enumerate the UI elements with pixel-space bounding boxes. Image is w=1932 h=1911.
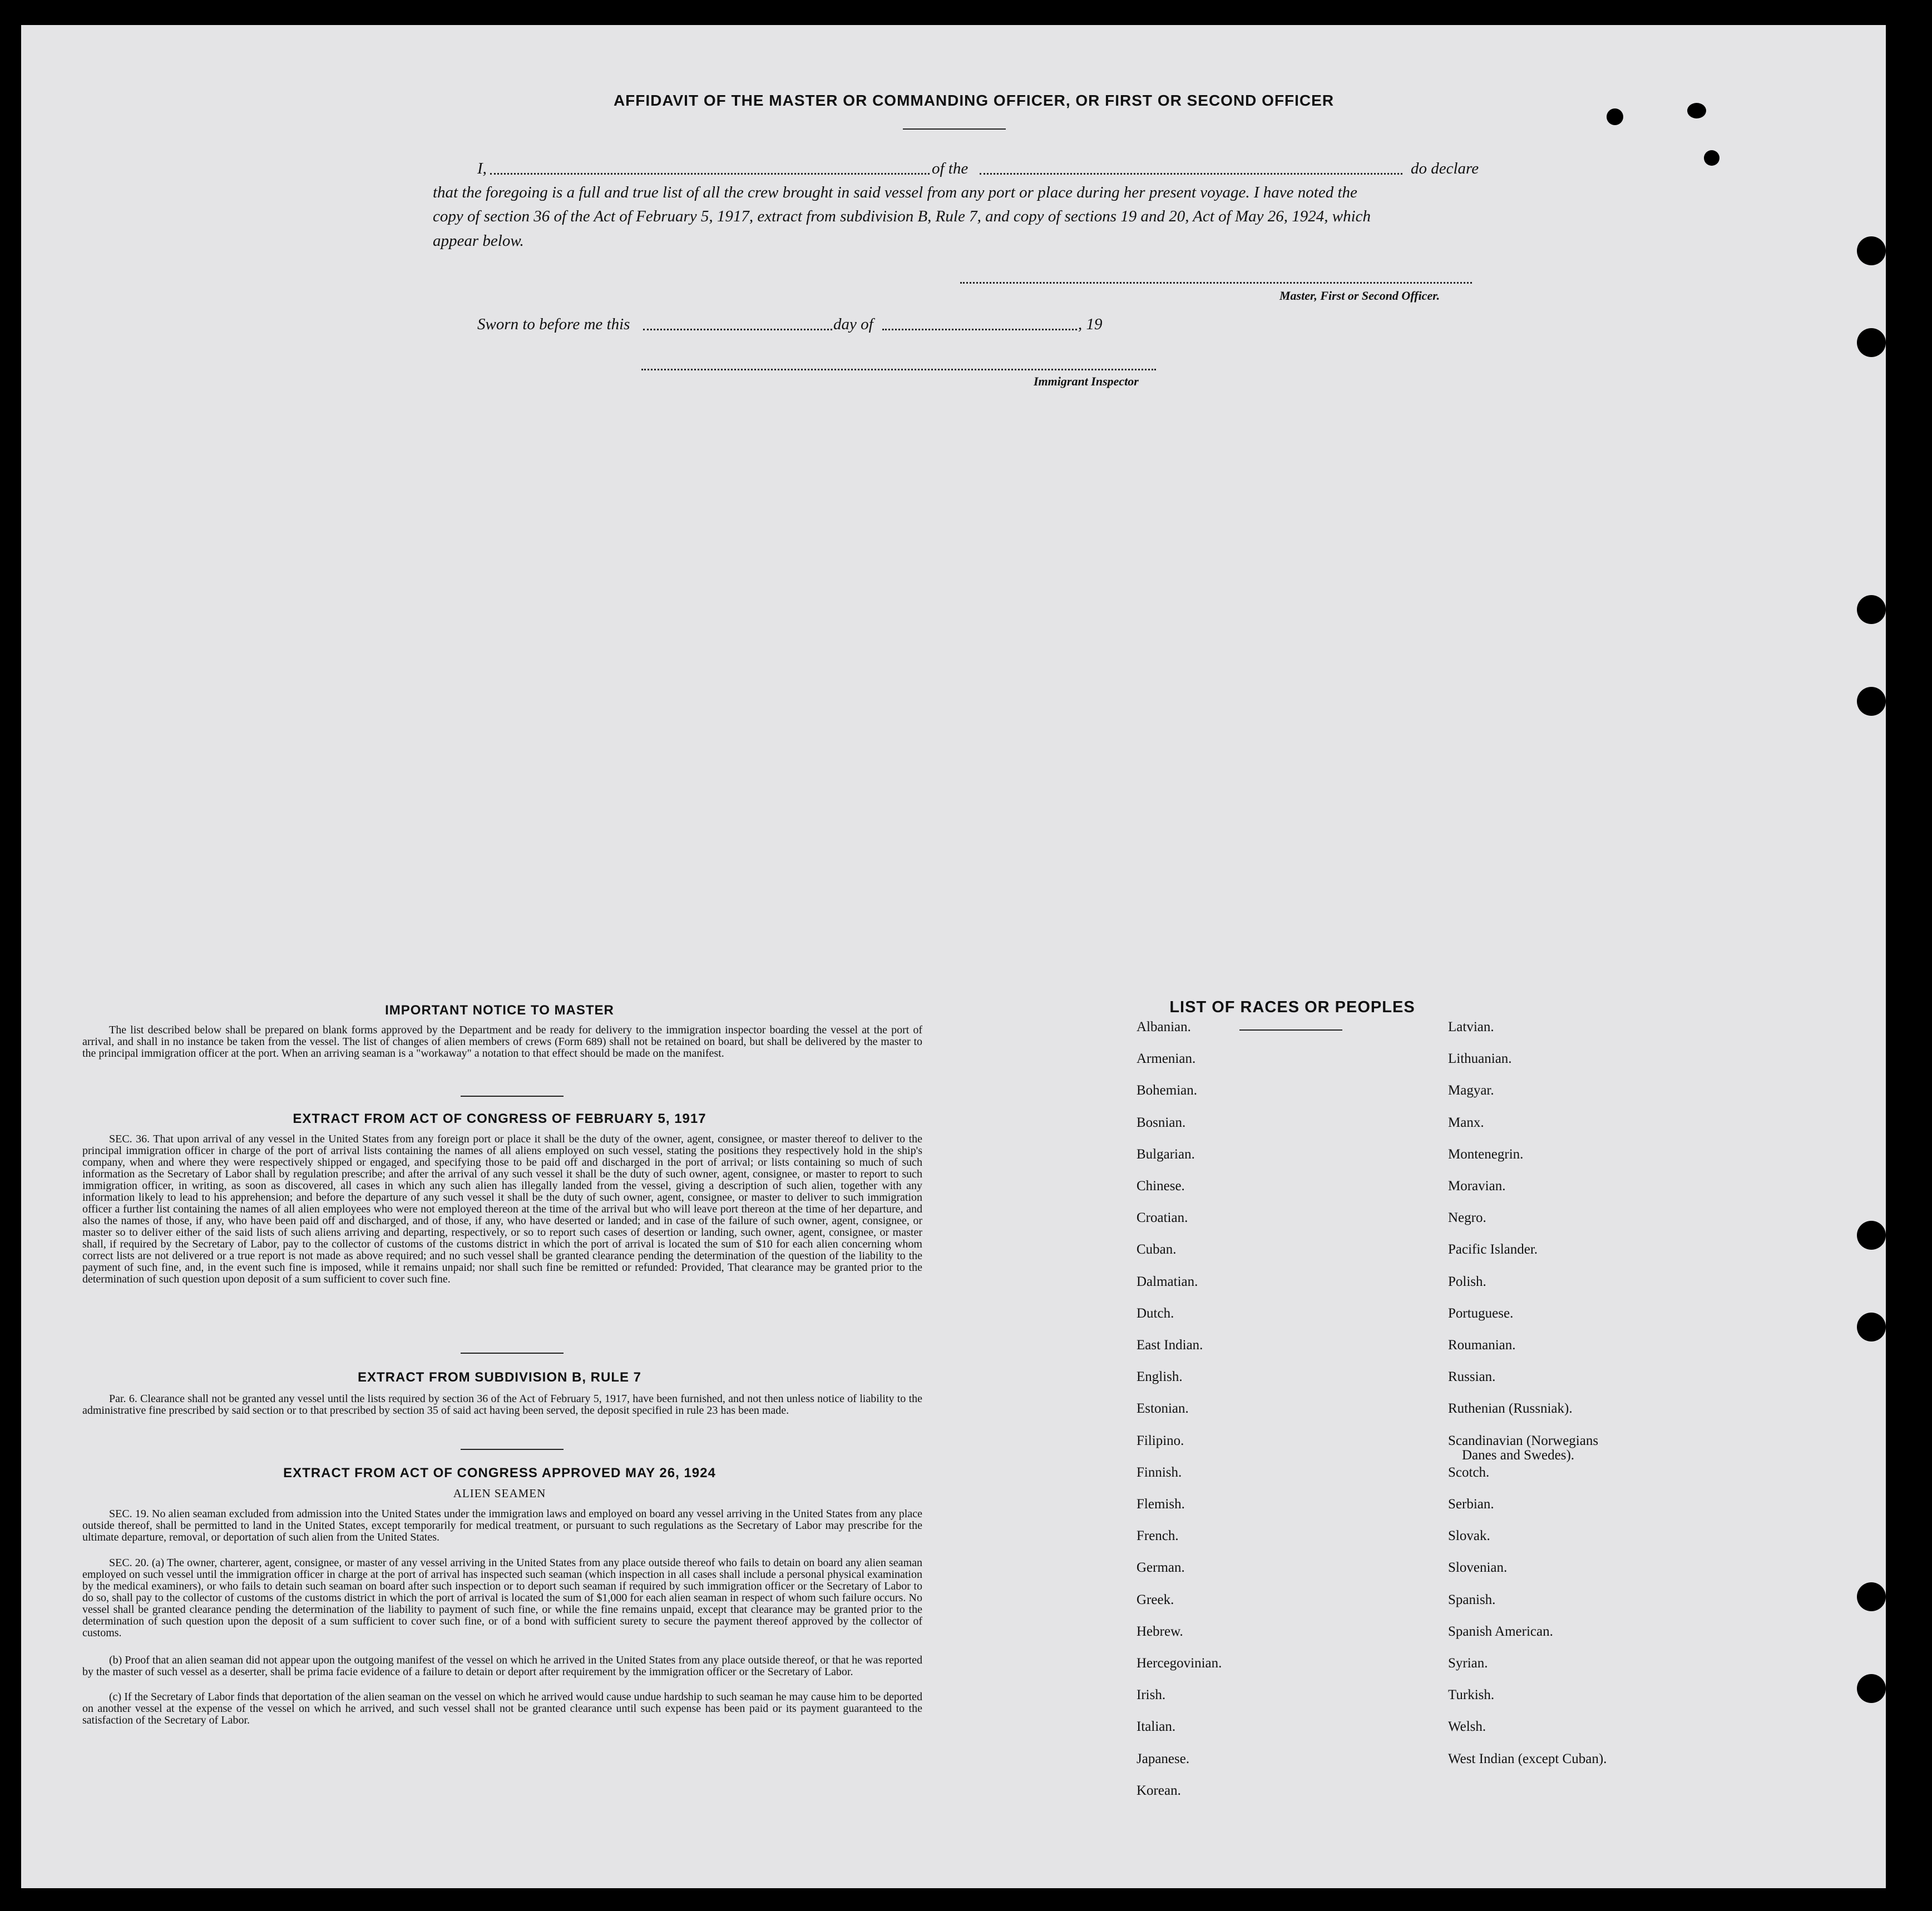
race-item: Polish. [1448, 1274, 1486, 1289]
ink-speck [1607, 108, 1623, 125]
race-item: French. [1137, 1528, 1179, 1544]
ink-speck [1687, 103, 1706, 118]
punch-hole [1857, 595, 1886, 624]
race-item: Ruthenian (Russniak). [1448, 1401, 1573, 1417]
punch-hole [1857, 1582, 1886, 1611]
punch-hole [1857, 1221, 1886, 1250]
race-item: Estonian. [1137, 1401, 1189, 1417]
race-item: Moravian. [1448, 1179, 1506, 1194]
race-item: Danes and Swedes). [1462, 1447, 1575, 1463]
affidavit-line-4: appear below. [433, 232, 524, 250]
extract-1917-title: EXTRACT FROM ACT OF CONGRESS OF FEBRUARY 5, 1917 [293, 1111, 706, 1126]
race-item: Scotch. [1448, 1464, 1490, 1480]
notice-text: The list described below shall be prepared on blank forms approved by the Department and be ready for delivery to the immigration inspector boarding the vessel at the port of arrival, and shall in no instance be taken from the vessel. The list of changes of alien members of crews (Form 689) shall not be retained on board, but shall be delivered by the master to the principal immigration officer at the port. When an arriving seaman is a "workaway" a notation to that effect should be made on the manifest. [82, 1024, 922, 1060]
race-item: Syrian. [1448, 1656, 1488, 1671]
race-item: Manx. [1448, 1115, 1484, 1130]
sworn-day-line [643, 329, 832, 330]
race-item: Bulgarian. [1137, 1146, 1195, 1162]
notice-title: IMPORTANT NOTICE TO MASTER [385, 1003, 614, 1018]
punch-hole [1857, 1313, 1886, 1341]
name-fill-line [490, 173, 930, 175]
section-rule [461, 1353, 564, 1354]
punch-hole [1857, 328, 1886, 357]
sworn-text: Sworn to before me this [477, 315, 630, 333]
race-item: Spanish. [1448, 1592, 1496, 1607]
affidavit-title: AFFIDAVIT OF THE MASTER OR COMMANDING OFFICER, OR FIRST OR SECOND OFFICER [613, 92, 1335, 109]
race-item: Serbian. [1448, 1497, 1494, 1512]
sworn-month-line [882, 329, 1077, 330]
race-item: Spanish American. [1448, 1623, 1553, 1639]
punch-hole [1857, 1674, 1886, 1703]
ink-speck [1704, 150, 1719, 166]
race-item: German. [1137, 1560, 1185, 1576]
race-item: Cuban. [1137, 1242, 1177, 1258]
race-item: West Indian (except Cuban). [1448, 1751, 1607, 1766]
extract-1917-text: SEC. 36. That upon arrival of any vessel in the United States from any foreign port or place it shall be the duty of the owner, agent, consignee, or master thereof to deliver to the principal immigration officer in charge of the port of arrival lists containing the names of all aliens employed on such vessel, stating the positions they respectively hold in the ship's company, when and where they were respectively shipped or engaged, and specifying those to be paid off and discharged in the port of arrival; or lists containing so much of such information as the Secretary of Labor shall by regulation prescribe; and after the arrival of any such vessel it shall be the duty of such owner, agent, consignee, or master to report to such immigration officer, in writing, as soon as discovered, all cases in which any such alien has illegally landed from the vessel, giving a description of such alien, together with any information likely to lead to his apprehension; and before the departure of any such vessel it shall be the duty of such owner, agent, consignee, or master to deliver to such immigration officer a further list containing the names of all alien employees who were not employed thereon at the time of the arrival but who will leave port thereon at the time of her departure, and also the names of those, if any, who have been paid off and discharged, and of those, if any, who have deserted or landed; and in case of the failure of such owner, agent, consignee, or master so to deliver either of the said lists of such aliens arriving and departing, respectively, or so to report such cases of desertion or landing, such owner, agent, consignee, or master shall, if required by the Secretary of Labor, pay to the collector of customs of the customs district in which the port of arrival is located the sum of $10 for each alien concerning whom correct lists are not delivered or a true report is not made as above required; and no such vessel shall be granted clearance pending the determination of the question of the liability to the payment of such fine, and, in the event such fine is imposed, while it remains unpaid; nor shall such fine be remitted or refunded: Provided, That clearance may be granted prior to the determination of such question upon deposit of a sum sufficient to cover such fine. [82, 1133, 922, 1285]
vessel-fill-line [980, 173, 1402, 175]
races-title-rule [1239, 1029, 1342, 1031]
race-item: Filipino. [1137, 1433, 1184, 1448]
race-item: Croatian. [1137, 1210, 1188, 1226]
race-item: Chinese. [1137, 1179, 1185, 1194]
extract-1924-sec19: SEC. 19. No alien seaman excluded from admission into the United States under the immigration laws and employed on board any vessel arriving in the United States from any place outside thereof, shall be permitted to land in the United States, except temporarily for medical treatment, or pursuant to such regulations as the Secretary of Labor may prescribe for the ultimate departure, removal, or deportation of such alien from the United States. [82, 1508, 922, 1543]
affidavit-of-the: of the [932, 160, 969, 177]
year-text: , 19 [1078, 315, 1103, 333]
race-item: Greek. [1137, 1592, 1174, 1607]
section-rule [461, 1096, 564, 1097]
race-item: Slovenian. [1448, 1560, 1508, 1576]
race-item: Albanian. [1137, 1019, 1191, 1034]
affidavit-declare: do declare [1411, 160, 1479, 177]
race-item: English. [1137, 1369, 1183, 1385]
affidavit-line-3: copy of section 36 of the Act of February 5, 1917, extract from subdivision B, Rule 7, and copy of sections 19 and 20, Act of May 26, 1924, which [433, 207, 1371, 225]
extract-1924-subtitle: ALIEN SEAMEN [453, 1487, 546, 1500]
extract-rule7-title: EXTRACT FROM SUBDIVISION B, RULE 7 [357, 1370, 642, 1385]
day-of-text: day of [833, 315, 873, 333]
race-item: Negro. [1448, 1210, 1486, 1226]
extract-1924-sec20c: (c) If the Secretary of Labor finds that deportation of the alien seaman on the vessel on which he arrived would cause undue hardship to such seaman he may cause him to be deported on another vessel at the expense of the vessel on which he arrived, and such vessel shall not be granted clearance until such expense has been paid or its payment guaranteed to the satisfaction of the Secretary of Labor. [82, 1691, 922, 1726]
extract-rule7-text: Par. 6. Clearance shall not be granted any vessel until the lists required by section 36 of the Act of February 5, 1917, have been furnished, and not then unless notice of liability to the administrative fine prescribed by said section or to that prescribed by section 35 of said act having been served, the deposit specified in rule 23 has been made. [82, 1393, 922, 1417]
race-item: Portuguese. [1448, 1305, 1514, 1321]
race-item: Dalmatian. [1137, 1274, 1198, 1289]
extract-1924-sec20b: (b) Proof that an alien seaman did not appear upon the outgoing manifest of the vessel on which he arrived in the United States from any place outside thereof, or that he was reported by the master of such vessel as a deserter, shall be prima facie evidence of a failure to detain or deport after requirement by the immigration officer or the Secretary of Labor. [82, 1654, 922, 1678]
race-item: Russian. [1448, 1369, 1496, 1385]
extract-1924-title: EXTRACT FROM ACT OF CONGRESS APPROVED MAY 26, 1924 [283, 1466, 716, 1481]
race-item: Bosnian. [1137, 1115, 1186, 1130]
race-item: Turkish. [1448, 1687, 1495, 1703]
race-item: Korean. [1137, 1783, 1181, 1798]
punch-hole [1857, 236, 1886, 265]
race-item: Lithuanian. [1448, 1051, 1512, 1067]
race-item: Bohemian. [1137, 1083, 1198, 1098]
section-rule [461, 1449, 564, 1450]
race-item: Irish. [1137, 1687, 1166, 1703]
punch-hole [1857, 687, 1886, 716]
race-item: Latvian. [1448, 1019, 1494, 1034]
title-rule [903, 128, 1006, 130]
affidavit-line-2: that the foregoing is a full and true list of all the crew brought in said vessel from any port or place during her present voyage. I have noted the [433, 184, 1357, 201]
race-item: Pacific Islander. [1448, 1242, 1538, 1258]
race-item: Japanese. [1137, 1751, 1190, 1766]
race-item: Hebrew. [1137, 1623, 1183, 1639]
races-title: LIST OF RACES OR PEOPLES [1169, 998, 1415, 1016]
race-item: Flemish. [1137, 1497, 1185, 1512]
race-item: Roumanian. [1448, 1338, 1516, 1353]
race-item: Hercegovinian. [1137, 1656, 1222, 1671]
affidavit-i: I, [477, 160, 487, 177]
master-label: Master, First or Second Officer. [1279, 289, 1440, 303]
race-item: Italian. [1137, 1719, 1176, 1735]
race-item: Slovak. [1448, 1528, 1490, 1544]
race-item: Magyar. [1448, 1083, 1494, 1098]
race-item: Montenegrin. [1448, 1146, 1524, 1162]
race-item: Dutch. [1137, 1305, 1174, 1321]
inspector-signature-line [641, 369, 1156, 370]
extract-1924-sec20a: SEC. 20. (a) The owner, charterer, agent, consignee, or master of any vessel arriving in the United States from any place outside thereof who fails to detain on board any alien seaman employed on such vessel until the immigration officer in charge at the port of arrival has inspected such seaman (which inspection in all cases shall include a personal physical examination by the medical examiners), or who fails to detain such seaman on board after such inspection or to deport such seaman if required by such immigration officer or the Secretary of Labor to do so, shall pay to the collector of customs of the customs district in which the port of arrival is located the sum of $1,000 for each alien seaman in respect of whom such failure occurs. No vessel shall be granted clearance pending the determination of the liability to payment of such fine, or while the fine remains unpaid, except that clearance may be granted prior to the determination of such question upon the deposit of a sum sufficient to cover such fine, or of a bond with sufficient surety to secure the payment thereof approved by the collector of customs. [82, 1557, 922, 1639]
document-page [21, 25, 1886, 1888]
race-item: Armenian. [1137, 1051, 1196, 1067]
race-item: Finnish. [1137, 1464, 1182, 1480]
race-item: East Indian. [1137, 1338, 1203, 1353]
race-item: Scandinavian (Norwegians [1448, 1433, 1599, 1448]
race-item: Welsh. [1448, 1719, 1486, 1735]
inspector-label: Immigrant Inspector [1034, 374, 1139, 388]
master-signature-line [960, 282, 1472, 284]
